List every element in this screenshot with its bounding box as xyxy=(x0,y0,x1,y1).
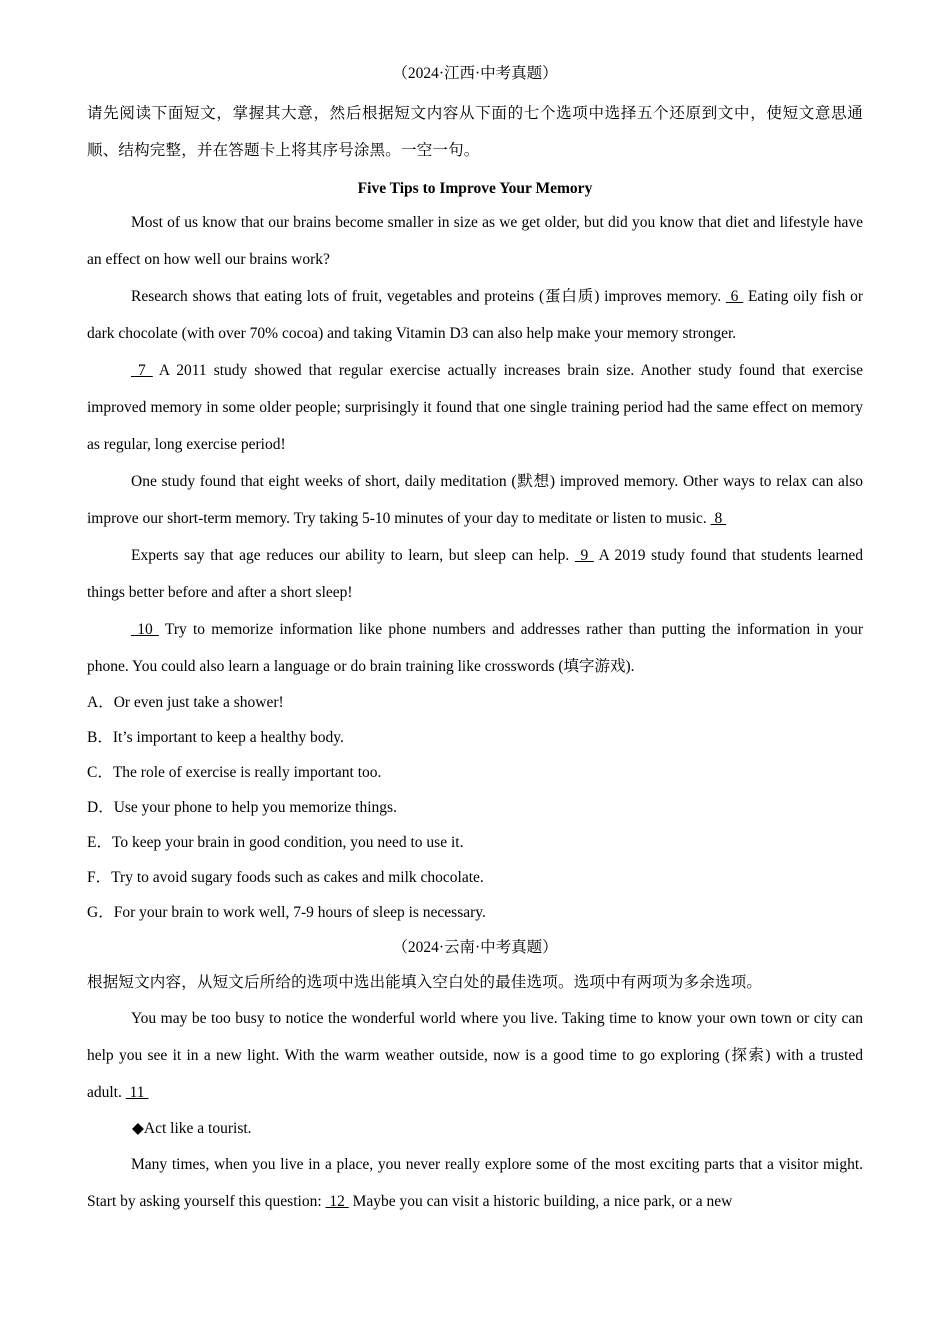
paragraph-5-text-b: A 2019 study found that students learned things better before and after a short sleep! xyxy=(87,547,863,601)
blank-7[interactable]: 7 xyxy=(131,362,153,379)
paragraph-5-text-a: Experts say that age reduces our ability to learn, but sleep can help. xyxy=(131,547,575,564)
paragraph-2-2-text-b: Maybe you can visit a historic building, a nice park, or a new xyxy=(348,1193,733,1210)
paragraph-2-text-a: Research shows that eating lots of fruit, vegetables and proteins (蛋白质) improves memory. xyxy=(131,288,726,305)
source-label: （2024·江西·中考真题） xyxy=(392,65,558,82)
document-page xyxy=(87,60,863,1220)
instruction-text: 请先阅读下面短文，掌握其大意，然后根据短文内容从下面的七个选项中选择五个还原到文中，使短文意思通顺、结构完整，并在答题卡上将其序号涂黑。一空一句。 xyxy=(87,105,863,159)
blank-10[interactable]: 10 xyxy=(131,621,159,638)
option-b[interactable]: B．It’s important to keep a healthy body. xyxy=(87,729,344,746)
options-list xyxy=(87,685,863,930)
paragraph-4-text: One study found that eight weeks of short, daily meditation (默想) improved memory. Other ways to relax can also improve our short-term memory. Try taking 5-10 minutes of your day to meditate or listen to music. xyxy=(87,473,863,527)
option-f[interactable]: F．Try to avoid sugary foods such as cakes and milk chocolate. xyxy=(87,869,484,886)
blank-12[interactable]: 12 xyxy=(325,1193,349,1210)
paragraph-2-text-b: Eating oily fish or dark chocolate (with over 70% cocoa) and taking Vitamin D3 can also help make your memory stronger. xyxy=(87,288,863,342)
paragraph-2-1 xyxy=(87,1000,863,1111)
option-a[interactable]: A．Or even just take a shower! xyxy=(87,694,284,711)
paragraph-2-2-text-a: Many times, when you live in a place, you never really explore some of the most exciting parts that a visitor might. Start by asking yourself this question: xyxy=(87,1156,863,1210)
subheading-act-like-tourist: ◆Act like a tourist. xyxy=(132,1120,252,1137)
paragraph-2-2 xyxy=(87,1146,863,1220)
source-label-2: （2024·云南·中考真题） xyxy=(392,939,558,956)
paragraph-5 xyxy=(87,537,863,611)
paragraph-1: Most of us know that our brains become smaller in size as we get older, but did you know that diet and lifestyle have an effect on how well our brains work? xyxy=(87,214,863,268)
option-e[interactable]: E．To keep your brain in good condition, you need to use it. xyxy=(87,834,464,851)
option-d[interactable]: D．Use your phone to help you memorize things. xyxy=(87,799,397,816)
blank-9[interactable]: 9 xyxy=(574,547,594,564)
blank-8[interactable]: 8 xyxy=(710,510,727,527)
paragraph-4 xyxy=(87,463,863,537)
paragraph-6-text: Try to memorize information like phone numbers and addresses rather than putting the information in your phone. You could also learn a language or do brain training like crosswords (填字游戏). xyxy=(87,621,863,675)
option-c[interactable]: C．The role of exercise is really important too. xyxy=(87,764,382,781)
paragraph-6 xyxy=(87,611,863,685)
instruction-text-2: 根据短文内容，从短文后所给的选项中选出能填入空白处的最佳选项。选项中有两项为多余选项。 xyxy=(87,974,763,991)
blank-6[interactable]: 6 xyxy=(725,288,744,305)
paragraph-3 xyxy=(87,352,863,463)
paragraph-2 xyxy=(87,278,863,352)
blank-11[interactable]: 11 xyxy=(125,1084,149,1101)
option-g[interactable]: G．For your brain to work well, 7-9 hours of sleep is necessary. xyxy=(87,904,486,921)
passage-title: Five Tips to Improve Your Memory xyxy=(357,180,593,197)
paragraph-3-text: A 2011 study showed that regular exercise actually increases brain size. Another study found that exercise improved memory in some older people; surprisingly it found that one single training period had the same effect on memory as regular, long exercise period! xyxy=(87,362,863,453)
paragraph-2-1-text: You may be too busy to notice the wonderful world where you live. Taking time to know your own town or city can help you see it in a new light. With the warm weather outside, now is a good time to go exploring (探索) with a trusted adult. xyxy=(87,1010,863,1101)
